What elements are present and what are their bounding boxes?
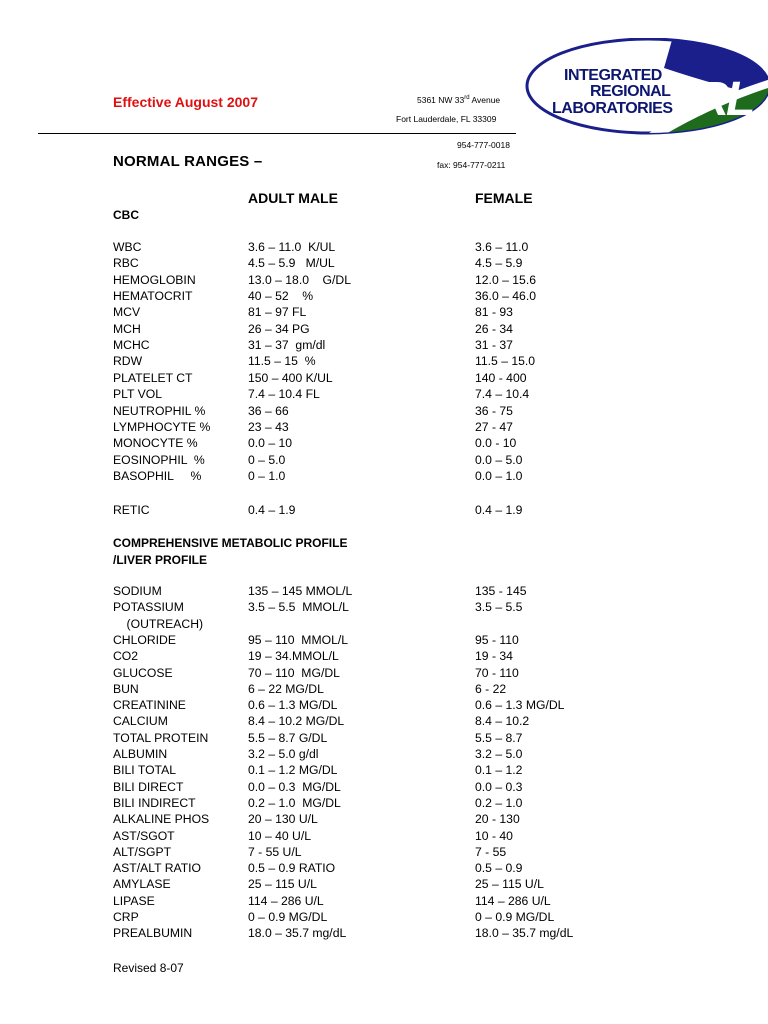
row-label: HEMATOCRIT	[113, 289, 193, 304]
phone-number: 954-777-0018	[457, 140, 510, 150]
row-female-range: 12.0 – 15.6	[475, 272, 536, 287]
row-label: RETIC	[113, 503, 150, 517]
row-label: CREATININE	[113, 698, 186, 713]
row-label: LIPASE	[113, 893, 155, 908]
table-row	[0, 288, 768, 305]
address-line-2: Fort Lauderdale, FL 33309	[396, 114, 497, 124]
row-male-range: 135 – 145 MMOL/L	[248, 584, 353, 598]
row-label: BILI INDIRECT	[113, 795, 196, 810]
row-female-range: 31 - 37	[475, 338, 513, 353]
row-label: ALT/SGPT	[113, 844, 172, 859]
row-label: MONOCYTE %	[113, 436, 198, 451]
table-row	[0, 452, 768, 469]
row-label: BILI DIRECT	[113, 779, 184, 794]
table-row	[0, 599, 768, 616]
row-male-range: 19 – 34.MMOL/L	[248, 649, 339, 664]
row-label: (OUTREACH)	[113, 616, 204, 631]
row-male-range: 7.4 – 10.4 FL	[248, 387, 320, 402]
table-row	[0, 925, 768, 942]
irl-logo	[524, 38, 768, 138]
row-female-range: 8.4 – 10.2	[475, 714, 530, 729]
row-male-range: 7 - 55 U/L	[248, 844, 302, 859]
section-heading-cmp	[113, 535, 347, 569]
table-row	[0, 762, 768, 779]
section-heading-cbc: CBC	[113, 208, 139, 222]
row-label: CO2	[113, 649, 139, 664]
row-female-range: 36.0 – 46.0	[475, 289, 536, 304]
table-row	[0, 860, 768, 877]
row-male-range: 6 – 22 MG/DL	[248, 681, 324, 696]
row-label: TOTAL PROTEIN	[113, 730, 209, 745]
row-male-range: 0.1 – 1.2 MG/DL	[248, 763, 338, 778]
table-row	[0, 909, 768, 926]
table-row	[0, 419, 768, 436]
row-label: AMYLASE	[113, 877, 171, 892]
table-row	[0, 239, 768, 256]
row-male-range: 150 – 400 K/UL	[248, 370, 333, 385]
row-female-range: 36 - 75	[475, 403, 513, 418]
row-label: SODIUM	[113, 584, 162, 598]
row-female-range: 6 - 22	[475, 681, 507, 696]
row-female-range: 19 - 34	[475, 649, 513, 664]
table-row	[0, 353, 768, 370]
revision-note: Revised 8-07	[113, 961, 184, 975]
row-male-range: 36 – 66	[248, 403, 289, 418]
row-male-range: 11.5 – 15 %	[248, 354, 316, 369]
row-female-range: 0.0 – 1.0	[475, 468, 523, 483]
row-male-range: 0.0 – 0.3 MG/DL	[248, 779, 341, 794]
header-divider	[38, 133, 516, 134]
effective-date: Effective August 2007	[113, 94, 258, 110]
row-male-range: 20 – 130 U/L	[248, 812, 318, 827]
row-label: BASOPHIL %	[113, 468, 202, 483]
row-female-range: 10 - 40	[475, 828, 513, 843]
table-row	[0, 681, 768, 698]
cmp-heading-line-1: COMPREHENSIVE METABOLIC PROFILE	[113, 536, 348, 550]
table-row	[0, 386, 768, 403]
table-row	[0, 272, 768, 289]
table-row	[0, 746, 768, 763]
table-row	[0, 828, 768, 845]
row-male-range: 31 – 37 gm/dl	[248, 338, 326, 353]
row-female-range: 114 – 286 U/L	[475, 893, 551, 908]
table-row	[0, 502, 768, 519]
row-male-range: 0.0 – 10	[248, 436, 293, 451]
row-female-range: 0.1 – 1.2	[475, 763, 523, 778]
row-female-range: 0.0 – 0.3	[475, 779, 523, 794]
row-male-range: 0.4 – 1.9	[248, 503, 296, 517]
row-female-range: 81 - 93	[475, 305, 513, 320]
row-label: CHLORIDE	[113, 632, 176, 647]
row-male-range: 0.5 – 0.9 RATIO	[248, 861, 336, 876]
row-label: RBC	[113, 256, 139, 271]
row-male-range: 10 – 40 U/L	[248, 828, 312, 843]
row-male-range: 0 – 0.9 MG/DL	[248, 910, 328, 924]
row-female-range: 95 - 110	[475, 632, 519, 647]
table-row	[0, 795, 768, 812]
row-label: GLUCOSE	[113, 665, 173, 680]
row-female-range: 3.2 – 5.0	[475, 747, 523, 761]
logo-laboratories-text: LABORATORIES	[552, 100, 673, 117]
row-male-range: 0 – 5.0	[248, 452, 286, 467]
logo-regional-text: REGIONAL	[590, 83, 671, 100]
row-male-range: 18.0 – 35.7 mg/dL	[248, 926, 347, 941]
row-male-range: 0.6 – 1.3 MG/DL	[248, 698, 338, 713]
row-label: RDW	[113, 354, 143, 369]
table-row	[0, 697, 768, 714]
logo-irl-mark: IRL	[684, 73, 753, 126]
row-female-range: 7.4 – 10.4	[475, 387, 530, 402]
row-male-range: 3.2 – 5.0 g/dl	[248, 747, 319, 761]
table-row	[0, 632, 768, 649]
table-row	[0, 730, 768, 747]
row-male-range: 23 – 43	[248, 419, 289, 434]
row-female-range: 26 - 34	[475, 321, 513, 336]
row-female-range: 0.5 – 0.9	[475, 861, 523, 876]
row-female-range: 0.2 – 1.0	[475, 795, 523, 810]
row-male-range: 40 – 52 %	[248, 289, 314, 304]
row-female-range: 4.5 – 5.9	[475, 256, 523, 271]
row-female-range: 3.5 – 5.5	[475, 600, 523, 615]
row-label: ALKALINE PHOS	[113, 812, 210, 827]
row-label: BILI TOTAL	[113, 763, 176, 778]
table-row	[0, 893, 768, 910]
row-male-range: 4.5 – 5.9 M/UL	[248, 256, 335, 271]
row-label: MCH	[113, 321, 141, 336]
table-row	[0, 844, 768, 861]
row-label: CRP	[113, 910, 139, 924]
row-male-range: 70 – 110 MG/DL	[248, 665, 340, 680]
row-male-range: 25 – 115 U/L	[248, 877, 317, 892]
row-label: WBC	[113, 240, 142, 254]
table-row	[0, 337, 768, 354]
row-male-range: 5.5 – 8.7 G/DL	[248, 730, 328, 745]
row-label: POTASSIUM	[113, 600, 184, 615]
table-row	[0, 583, 768, 600]
table-row	[0, 435, 768, 452]
row-female-range: 18.0 – 35.7 mg/dL	[475, 926, 574, 941]
row-male-range: 81 – 97 FL	[248, 305, 307, 320]
row-male-range: 3.6 – 11.0 K/UL	[248, 240, 336, 254]
row-female-range: 27 - 47	[475, 419, 513, 434]
row-male-range: 26 – 34 PG	[248, 321, 310, 336]
table-row	[0, 648, 768, 665]
row-female-range: 0.6 – 1.3 MG/DL	[475, 698, 565, 713]
row-male-range: 8.4 – 10.2 MG/DL	[248, 714, 345, 729]
row-female-range: 11.5 – 15.0	[475, 354, 536, 369]
cmp-heading-line-2: /LIVER PROFILE	[113, 553, 208, 567]
row-label: MCHC	[113, 338, 150, 353]
column-header-adult-male: ADULT MALE	[248, 190, 338, 206]
row-female-range: 0.0 - 10	[475, 436, 517, 451]
table-row	[0, 304, 768, 321]
row-female-range: 0.4 – 1.9	[475, 503, 523, 517]
row-male-range: 3.5 – 5.5 MMOL/L	[248, 600, 349, 615]
row-female-range: 5.5 – 8.7	[475, 730, 523, 745]
table-row	[0, 468, 768, 485]
row-female-range: 0 – 0.9 MG/DL	[475, 910, 555, 924]
row-label: NEUTROPHIL %	[113, 403, 206, 418]
fax-number: fax: 954-777-0211	[437, 160, 506, 170]
table-row	[0, 779, 768, 796]
row-label: AST/ALT RATIO	[113, 861, 202, 876]
address-line-1: 5361 NW 33rd Avenue	[417, 95, 501, 105]
row-label: HEMOGLOBIN	[113, 272, 196, 287]
row-male-range: 0.2 – 1.0 MG/DL	[248, 795, 341, 810]
table-row	[0, 616, 768, 633]
table-row	[0, 811, 768, 828]
row-male-range: 114 – 286 U/L	[248, 893, 324, 908]
row-label: BUN	[113, 681, 139, 696]
logo-integrated-text: INTEGRATED	[564, 67, 662, 84]
page-title: NORMAL RANGES –	[113, 153, 263, 170]
row-female-range: 0.0 – 5.0	[475, 452, 523, 467]
table-row	[0, 321, 768, 338]
row-female-range: 70 - 110	[475, 665, 519, 680]
row-male-range: 95 – 110 MMOL/L	[248, 632, 349, 647]
table-row	[0, 255, 768, 272]
row-label: EOSINOPHIL %	[113, 452, 205, 467]
row-male-range: 13.0 – 18.0 G/DL	[248, 272, 351, 287]
row-label: PLT VOL	[113, 387, 162, 402]
table-row	[0, 665, 768, 682]
row-label: PLATELET CT	[113, 370, 193, 385]
row-label: ALBUMIN	[113, 747, 168, 761]
row-female-range: 140 - 400	[475, 370, 527, 385]
table-row	[0, 876, 768, 893]
row-female-range: 20 - 130	[475, 812, 520, 827]
row-female-range: 3.6 – 11.0	[475, 240, 529, 254]
table-row	[0, 713, 768, 730]
row-female-range: 135 - 145	[475, 584, 527, 598]
row-label: MCV	[113, 305, 141, 320]
row-female-range: 25 – 115 U/L	[475, 877, 544, 892]
table-row	[0, 370, 768, 387]
column-header-female: FEMALE	[475, 190, 533, 206]
row-label: LYMPHOCYTE %	[113, 419, 211, 434]
row-male-range: 0 – 1.0	[248, 468, 286, 483]
table-row	[0, 403, 768, 420]
row-label: PREALBUMIN	[113, 926, 193, 941]
row-female-range: 7 - 55	[475, 844, 507, 859]
row-label: CALCIUM	[113, 714, 168, 729]
row-label: AST/SGOT	[113, 828, 175, 843]
